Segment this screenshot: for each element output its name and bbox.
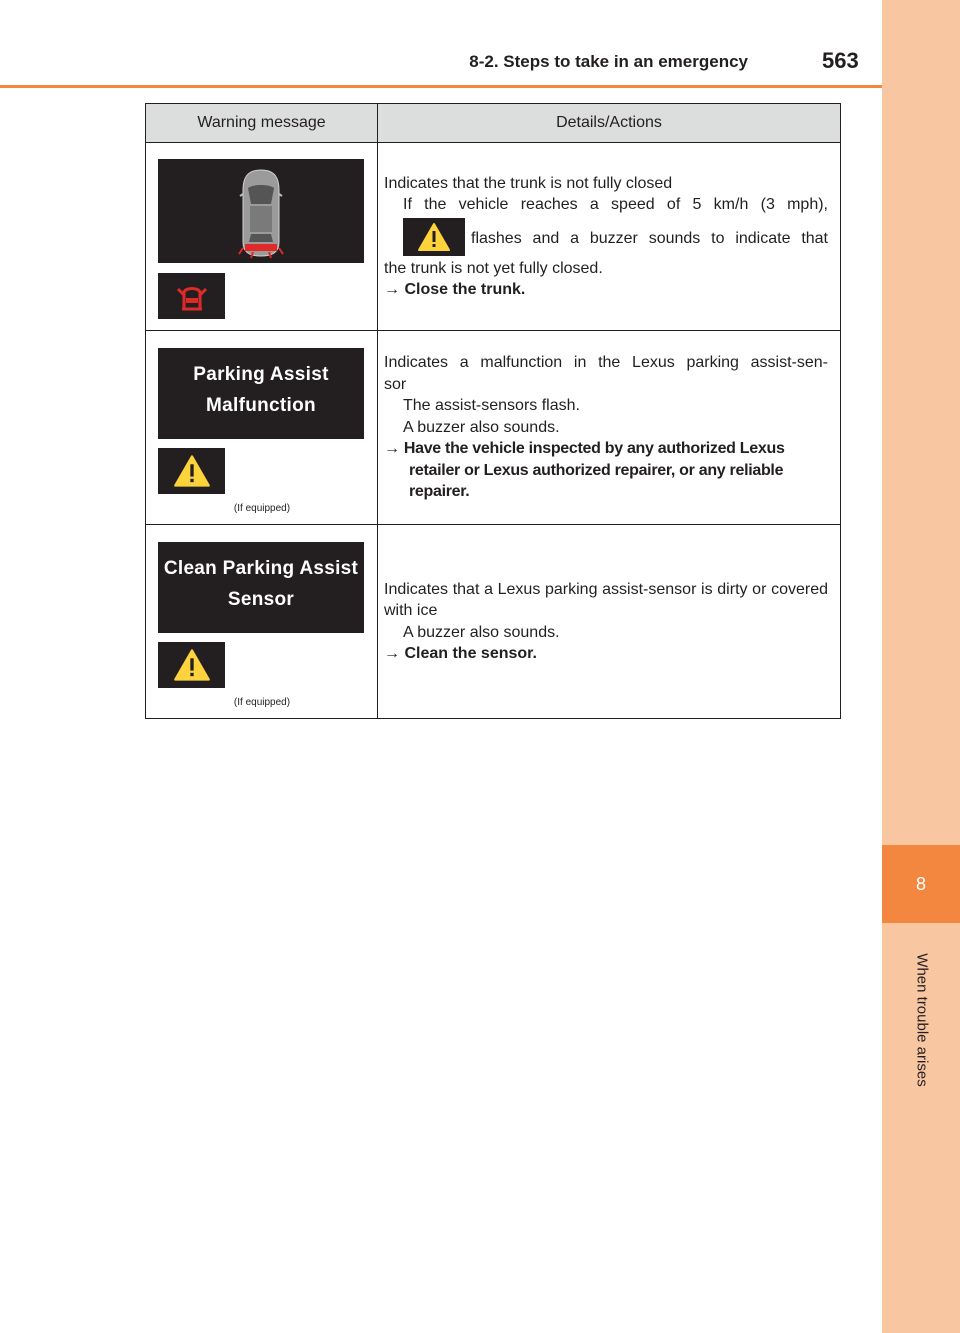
display-panel xyxy=(158,348,364,439)
details-text: Indicates that the trunk is not fully closed xyxy=(384,174,673,192)
arrow-icon: → xyxy=(384,645,400,662)
details-text: A buzzer also sounds. xyxy=(403,623,560,641)
action-text: → Clean the sensor. xyxy=(384,645,537,662)
header-rule xyxy=(0,85,882,88)
action-text: → Close the trunk. xyxy=(384,281,526,298)
table-row xyxy=(146,525,841,719)
details-text: Indicates that a Lexus parking assist-sensor is dirty or covered with ice xyxy=(384,580,828,619)
warning-table xyxy=(145,103,841,719)
panel-text: Parking Assist xyxy=(193,364,329,385)
action-text: → Have the vehicle inspected by any authorized Lexus retailer or Lexus authorized repairer, or any reliable repairer. xyxy=(384,440,785,501)
warning-badge xyxy=(158,642,225,688)
table-header-row xyxy=(146,104,841,143)
display-panel xyxy=(158,542,364,633)
arrow-icon: → xyxy=(384,440,400,458)
details-text: flashes and a buzzer sounds to indicate that xyxy=(471,229,828,247)
details-text: If the vehicle reaches a speed of 5 km/h (3 mph), xyxy=(403,196,828,213)
message-cell xyxy=(146,525,378,719)
details-text: The assist-sensors flash. xyxy=(403,397,580,415)
details-text: the trunk is not yet fully closed. xyxy=(384,259,603,277)
panel-text: Clean Parking Assist xyxy=(163,558,359,579)
column-header-message: Warning message xyxy=(146,104,378,143)
warning-triangle-icon xyxy=(173,648,211,682)
table-row xyxy=(146,331,841,525)
chapter-tab[interactable] xyxy=(882,845,960,923)
page-number: 563 xyxy=(822,48,859,73)
section-title: 8-2. Steps to take in an emergency xyxy=(469,52,748,71)
message-cell xyxy=(146,143,378,331)
door-open-icon xyxy=(175,281,209,311)
warning-triangle-icon xyxy=(417,222,451,252)
chapter-number: 8 xyxy=(915,873,926,894)
car-top-view-icon xyxy=(231,162,291,260)
message-cell xyxy=(146,331,378,525)
if-equipped-note: (If equipped) xyxy=(233,503,291,514)
table-row xyxy=(146,143,841,331)
details-text: Indicates a malfunction in the Lexus parking assist-sen- xyxy=(384,354,828,372)
column-header-details: Details/Actions xyxy=(378,104,841,143)
panel-text: Sensor xyxy=(227,589,295,610)
panel-text: Malfunction xyxy=(206,395,316,416)
warning-triangle-icon xyxy=(173,454,211,488)
details-cell xyxy=(378,525,841,719)
if-equipped-note: (If equipped) xyxy=(233,697,291,708)
arrow-icon: → xyxy=(384,281,400,298)
door-warning-badge xyxy=(158,273,225,319)
side-strip xyxy=(882,0,960,1333)
display-panel xyxy=(158,159,364,263)
warning-badge xyxy=(158,448,225,494)
warning-badge xyxy=(403,218,465,256)
details-text: A buzzer also sounds. xyxy=(403,418,560,436)
details-text: sor xyxy=(384,375,407,393)
details-cell xyxy=(378,331,841,525)
details-cell xyxy=(378,143,841,331)
chapter-title: When trouble arises xyxy=(913,953,931,1087)
